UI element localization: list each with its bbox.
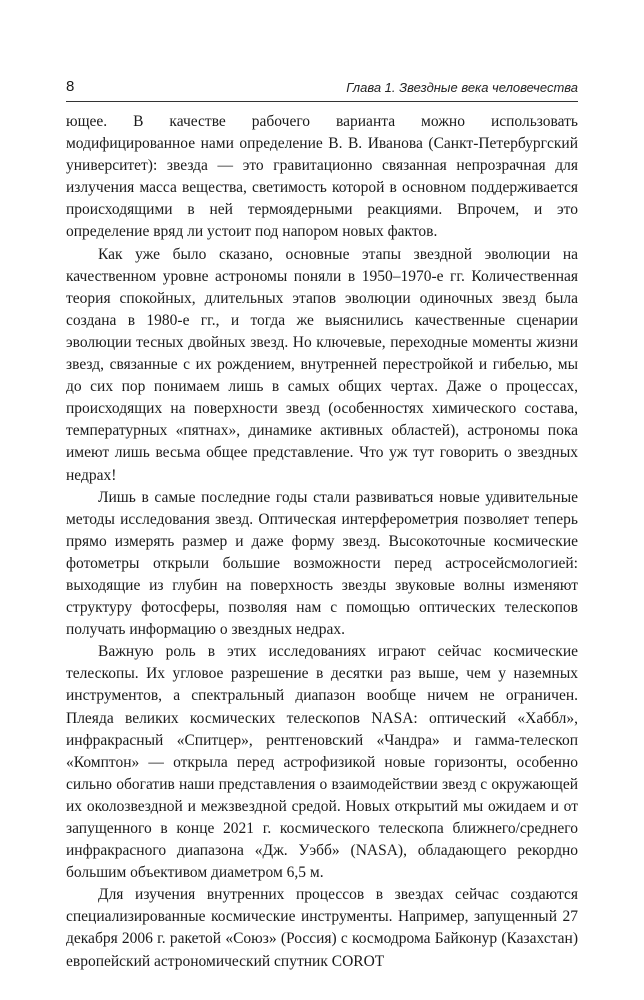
body-text	[66, 111, 578, 973]
paragraph-3: Лишь в самые последние годы стали развиваться новые удивительные методы исследования звезд. Оптическая интерферометрия позволяет теперь прямо измерять размер и даже форму звезд. Высокоточные космические фотометры открыли большие возможности перед астросейсмологией: выходящие из глубин на поверхность звезды звуковые волны изменяют структуру фотосферы, позволяя нам с помощью оптических телескопов получать информацию о звездных недрах.	[66, 488, 578, 639]
paragraph-1: ющее. В качестве рабочего варианта можно использовать модифицированное нами определение В. В. Иванова (Санкт-Петербургский университет): звезда — это гравитационно связанная непрозрачная для излучения масса вещества, светимость которой в основном поддерживается происходящими в ней термоядерными реакциями. Впрочем, и это определение вряд ли устоит под напором новых фактов.	[66, 113, 578, 241]
paragraph-2: Как уже было сказано, основные этапы звездной эволюции на качественном уровне астрономы поняли в 1950–1970-е гг. Количественная теория спокойных, длительных этапов эволюции одиночных звезд была создана в 1980-е гг., и тогда же выяснились качественные сценарии эволюции тесных двойных звезд. Но ключевые, переходные моменты жизни звезд, связанные с их рождением, внутренней перестройкой и гибелью, мы до сих пор понимаем лишь в самых общих чертах. Даже о процессах, происходящих на поверхности звезд (особенностях химического состава, температурных «пятнах», динамике активных областей), астрономы пока имеют лишь весьма общее представление. Что уж тут говорить о звездных недрах!	[66, 245, 578, 484]
paragraph-5: Для изучения внутренних процессов в звездах сейчас создаются специализированные космические инструменты. Например, запущенный 27 декабря 2006 г. ракетой «Союз» (Россия) с космодрома Байконур (Казахстан) европейский астрономический спутник COROT	[66, 886, 578, 970]
running-head	[66, 78, 578, 98]
chapter-title: Глава 1. Звездные века человечества	[346, 80, 578, 95]
page-number: 8	[66, 78, 75, 95]
paragraph-4: Важную роль в этих исследованиях играют сейчас космические телескопы. Их угловое разрешение в десятки раз выше, чем у наземных инструментов, а спектральный диапазон вообще ничем не ограничен. Плеяда великих космических телескопов NASA: оптический «Хаббл», инфракрасный «Спитцер», рентгеновский «Чандра» и гамма-телескоп «Комптон» — открыла перед астрофизикой новые горизонты, особенно сильно обогатив наши представления о взаимодействии звезд с окружающей их околозвездной и межзвездной средой. Новых открытий мы ожидаем и от запущенного в конце 2021 г. космического телескопа ближнего/среднего инфракрасного диапазона «Дж. Уэбб» (NASA), обладающего рекордно большим объективом диаметром 6,5 м.	[66, 643, 578, 882]
header-rule	[66, 101, 578, 102]
